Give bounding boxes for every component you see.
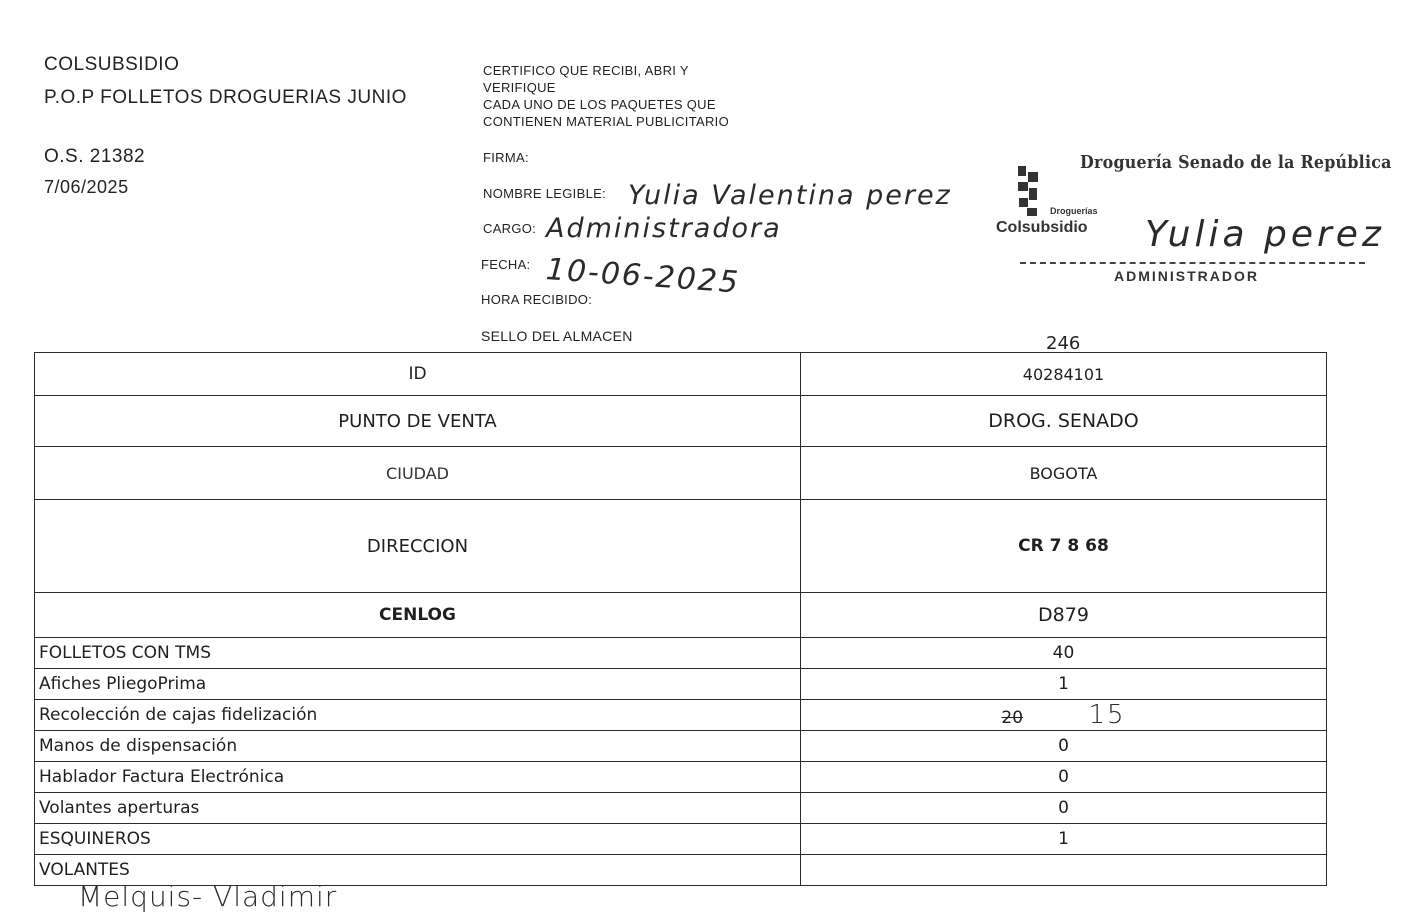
table-row bbox=[35, 500, 1327, 593]
delivery-table bbox=[34, 352, 1327, 886]
item-value: 40 bbox=[801, 638, 1327, 669]
sello-label: SELLO DEL ALMACEN bbox=[481, 328, 633, 344]
item-value: 1 bbox=[801, 824, 1327, 855]
row-value: D879 bbox=[801, 593, 1327, 638]
row-value: BOGOTA bbox=[801, 447, 1327, 500]
row-label: CIUDAD bbox=[35, 447, 801, 500]
order-number: O.S. 21382 bbox=[44, 146, 146, 167]
item-value-corrected bbox=[801, 700, 1327, 731]
item-label: VOLANTES bbox=[35, 855, 801, 886]
cargo-label: CARGO: bbox=[483, 221, 537, 236]
item-value: 1 bbox=[801, 669, 1327, 700]
row-label: CENLOG bbox=[35, 593, 801, 638]
row-value: DROG. SENADO bbox=[801, 396, 1327, 447]
footer-handwritten-note: Melquis- Vladimir bbox=[78, 880, 338, 913]
row-value: 40284101 bbox=[801, 353, 1327, 396]
stamp-brand-sub: Droguerías bbox=[1050, 206, 1098, 216]
company-name: COLSUBSIDIO bbox=[44, 54, 180, 75]
cargo-handwritten: Administradora bbox=[546, 213, 782, 244]
hora-label: HORA RECIBIDO: bbox=[481, 292, 593, 307]
fecha-handwritten: 10-06-2025 bbox=[544, 252, 742, 301]
stamp-role: ADMINISTRADOR bbox=[1114, 268, 1259, 284]
table-row bbox=[35, 396, 1327, 447]
nombre-handwritten: Yulia Valentina perez bbox=[628, 180, 952, 211]
certificate-text bbox=[483, 62, 729, 130]
nombre-label: NOMBRE LEGIBLE: bbox=[483, 186, 606, 201]
page-number: 246 bbox=[1046, 333, 1081, 354]
table-row bbox=[35, 700, 1327, 731]
certificate-line: CERTIFICO QUE RECIBI, ABRI Y bbox=[483, 63, 689, 78]
table-row bbox=[35, 762, 1327, 793]
document-date: 7/06/2025 bbox=[44, 177, 129, 197]
item-value: 0 bbox=[801, 793, 1327, 824]
table-row bbox=[35, 793, 1327, 824]
table-row bbox=[35, 669, 1327, 700]
table-row bbox=[35, 824, 1327, 855]
item-label: Hablador Factura Electrónica bbox=[35, 762, 801, 793]
firma-label: FIRMA: bbox=[483, 150, 529, 165]
table-row bbox=[35, 731, 1327, 762]
table-row bbox=[35, 593, 1327, 638]
item-label: Afiches PliegoPrima bbox=[35, 669, 801, 700]
item-value bbox=[801, 855, 1327, 886]
fecha-label: FECHA: bbox=[481, 257, 531, 272]
handwritten-correction: 15 bbox=[1088, 700, 1126, 730]
row-label: PUNTO DE VENTA bbox=[35, 396, 801, 447]
item-label: Volantes aperturas bbox=[35, 793, 801, 824]
row-label: ID bbox=[35, 353, 801, 396]
item-label: Manos de dispensación bbox=[35, 731, 801, 762]
table-row bbox=[35, 638, 1327, 669]
item-label: Recolección de cajas fidelización bbox=[35, 700, 801, 731]
row-value: CR 7 8 68 bbox=[801, 500, 1327, 593]
crossed-out-value: 20 bbox=[1001, 708, 1024, 728]
item-value: 0 bbox=[801, 731, 1327, 762]
row-label: DIRECCION bbox=[35, 500, 801, 593]
stamp-brand: Colsubsidio bbox=[996, 219, 1088, 236]
stamp-title: Droguería Senado de la República bbox=[1080, 152, 1392, 173]
colsubsidio-logo-icon bbox=[1015, 164, 1041, 220]
certificate-line: VERIFIQUE bbox=[483, 80, 556, 95]
item-label: ESQUINEROS bbox=[35, 824, 801, 855]
table-row bbox=[35, 353, 1327, 396]
campaign-title: P.O.P FOLLETOS DROGUERIAS JUNIO bbox=[44, 87, 407, 108]
item-value: 0 bbox=[801, 762, 1327, 793]
table-row bbox=[35, 447, 1327, 500]
stamp-signature-line bbox=[1020, 262, 1365, 264]
certificate-line: CADA UNO DE LOS PAQUETES QUE bbox=[483, 97, 716, 112]
item-label: FOLLETOS CON TMS bbox=[35, 638, 801, 669]
stamp-signature: Yulia perez bbox=[1145, 214, 1385, 255]
certificate-line: CONTIENEN MATERIAL PUBLICITARIO bbox=[483, 114, 729, 129]
